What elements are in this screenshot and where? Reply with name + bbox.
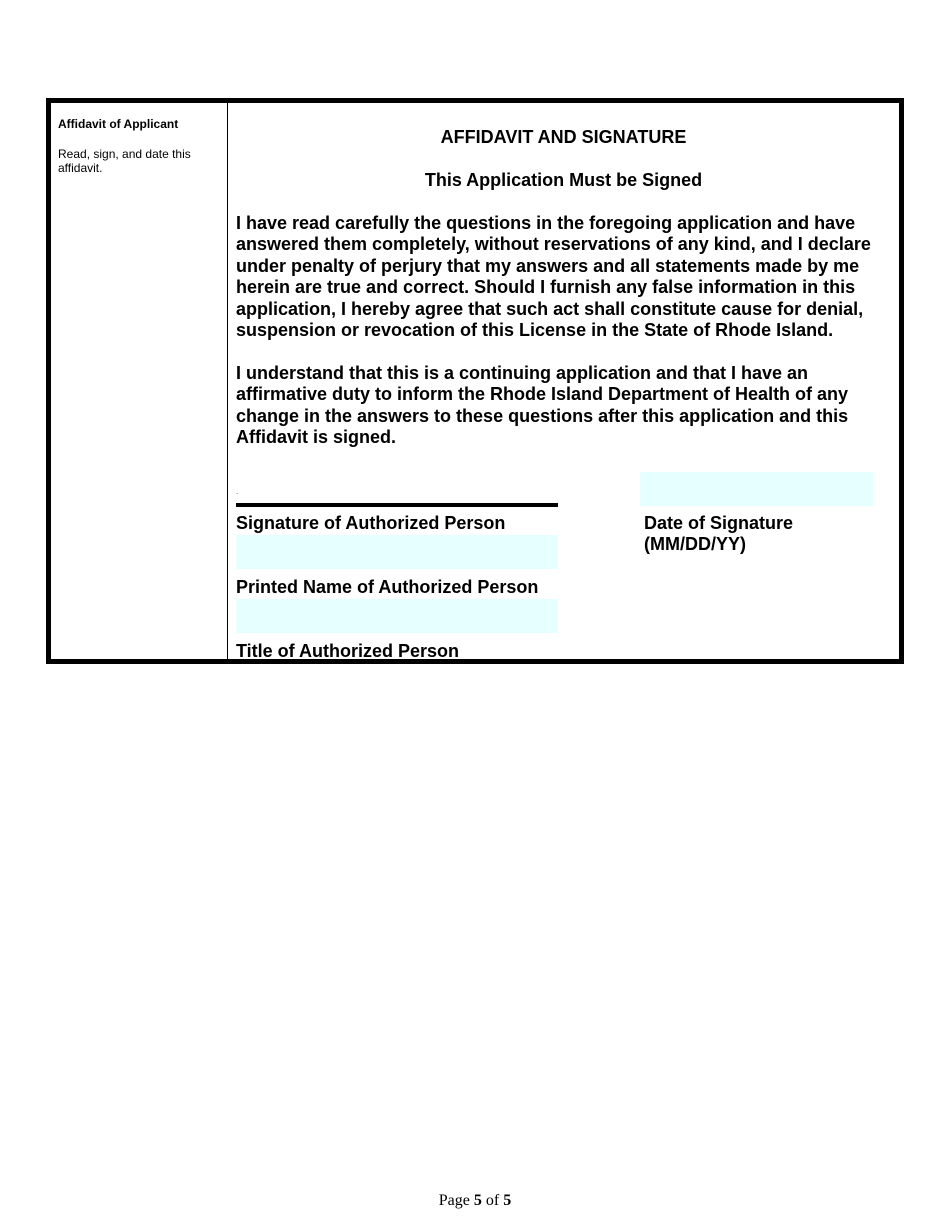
signature-line [236,503,558,507]
continuing-duty-paragraph: I understand that this is a continuing application and that I have an affirmative duty to inform the Rhode Island Department of Health of any change in the answers to these questions after this application and this Affidavit is signed. [236,363,849,448]
declaration-paragraph: I have read carefully the questions in the foregoing application and have answered them completely, without reservations of any kind, and I declare under penalty of perjury that my answers and all statements made by me herein are true and correct. Should I furnish any false information in this application, I hereby agree that such act shall constitute cause for denial, suspension or revocation of this License in the State of Rhode Island. [236,213,871,341]
page-subtitle: This Application Must be Signed [424,170,703,190]
current-page-number: 5 [473,1192,482,1209]
sidebar-note: Read, sign, and date this affidavit. [58,147,191,175]
signature-label: Signature of Authorized Person [236,513,506,533]
affidavit-form [46,98,904,664]
page-footer [0,1192,950,1210]
total-pages-number: 5 [503,1192,512,1209]
affidavit-body [228,103,899,659]
sidebar-title: Affidavit of Applicant [58,117,179,131]
printed-name-field[interactable] [236,535,558,569]
page-of-word: of [485,1192,500,1209]
date-of-signature-label: Date of Signature (MM/DD/YY) [644,513,794,555]
sidebar [51,103,228,659]
title-field[interactable] [236,599,558,633]
printed-name-label: Printed Name of Authorized Person [236,577,539,597]
title-label: Title of Authorized Person [236,641,460,661]
page-prefix: Page [438,1192,470,1209]
signature-field[interactable]: . [236,487,239,496]
date-of-signature-field[interactable] [640,472,873,506]
page-title: AFFIDAVIT AND SIGNATURE [440,127,687,147]
